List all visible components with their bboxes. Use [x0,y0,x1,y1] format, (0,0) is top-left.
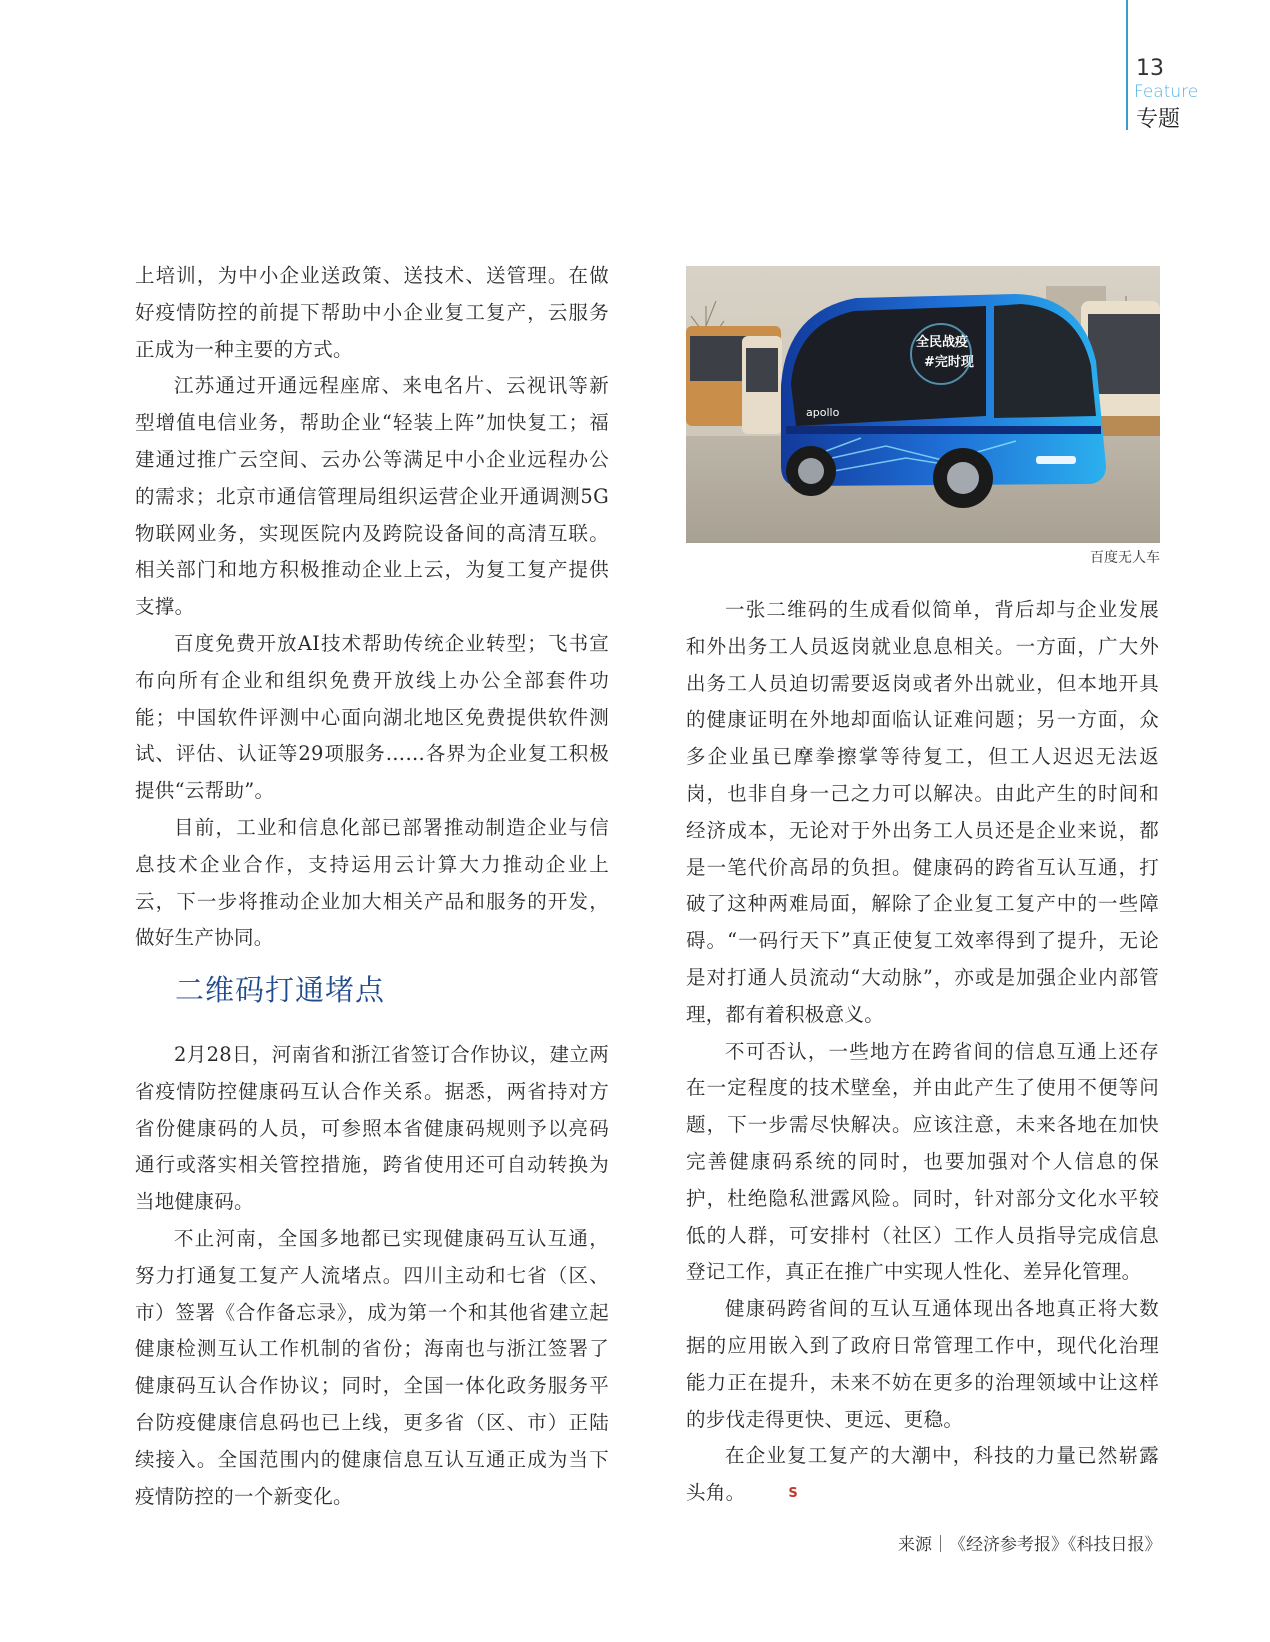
paragraph: 2月28日，河南省和浙江省签订合作协议，建立两省疫情防控健康码互认合作关系。据悉，两省持对方省份健康码的人员，可参照本省健康码规则予以亮码通行或落实相关管控措施，跨省使用还可自动转换为当地健康码。 [135,1043,609,1214]
svg-text:全民战疫: 全民战疫 [916,335,969,350]
paragraph: 目前，工业和信息化部已部署推动制造企业与信息技术企业合作，支持运用云计算大力推动企业上云，下一步将推动企业加大相关产品和服务的开发，做好生产协同。 [135,815,609,950]
section-label-cn: 专题 [1136,107,1181,132]
end-mark-icon: S [788,1485,799,1501]
paragraph: 不可否认，一些地方在跨省间的信息互通上还存在一定程度的技术壁垒，并由此产生了使用不便等问题，下一步需尽快解决。应该注意，未来各地在加快完善健康码系统的同时，也要加强对个人信息的保护，杜绝隐私泄露风险。同时，针对部分文化水平较低的人群，可安排村（社区）工作人员指导完成信息登记工作，真正在推广中实现人性化、差异化管理。 [686,1039,1159,1284]
header-divider [1126,0,1128,130]
autonomous-bus-photo [686,266,1160,543]
svg-text:apollo: apollo [806,406,840,419]
paragraph [686,1438,1159,1512]
page-number: 13 [1136,56,1164,81]
paragraph: 不止河南，全国多地都已实现健康码互认互通，努力打通复工复产人流堵点。四川主动和七省（区、市）签署《合作备忘录》，成为第一个和其他省建立起健康检测互认工作机制的省份；海南也与浙江签署了健康码互认合作协议；同时，全国一体化政务服务平台防疫健康信息码也已上线，更多省（区、市）正陆续接入。全国范围内的健康信息互认互通正成为当下疫情防控的一个新变化。 [135,1226,609,1508]
paragraph: 一张二维码的生成看似简单，背后却与企业发展和外出务工人员返岗就业息息相关。一方面，广大外出务工人员迫切需要返岗或者外出就业，但本地开具的健康证明在外地却面临认证难问题；另一方面，众多企业虽已摩拳擦掌等待复工，但工人迟迟无法返岗，也非自身一己之力可以解决。由此产生的时间和经济成本，无论对于外出务工人员还是企业来说，都是一笔代价高昂的负担。健康码的跨省互认互通，打破了这种两难局面，解除了企业复工复产中的一些障碍。“一码行天下”真正使复工效率得到了提升，无论是对打通人员流动“大动脉”，亦或是加强企业内部管理，都有着积极意义。 [686,598,1159,1026]
photo-caption: 百度无人车 [1090,550,1160,566]
paragraph: 江苏通过开通远程座席、来电名片、云视讯等新型增值电信业务，帮助企业“轻装上阵”加快复工；福建通过推广云空间、云办公等满足中小企业远程办公的需求；北京市通信管理局组织运营企业开通调测5G物联网业务，实现医院内及跨院设备间的高清互联。相关部门和地方积极推动企业上云，为复工复产提供支撑。 [135,374,609,619]
paragraph: 上培训，为中小企业送政策、送技术、送管理。在做好疫情防控的前提下帮助中小企业复工复产，云服务正成为一种主要的方式。 [135,264,609,361]
section-heading: 二维码打通堵点 [175,973,386,1007]
article-right-column [686,592,1159,1512]
svg-text:#完时现: #完时现 [924,355,974,370]
source-credit: 来源｜《经济参考报》《科技日报》 [898,1535,1162,1555]
paragraph: 健康码跨省间的互认互通体现出各地真正将大数据的应用嵌入到了政府日常管理工作中，现代化治理能力正在提升，未来不妨在更多的治理领域中让这样的步伐走得更快、更远、更稳。 [686,1297,1159,1431]
article-left-column-2 [135,1037,609,1515]
paragraph: 百度免费开放AI技术帮助传统企业转型；飞书宣布向所有企业和组织免费开放线上办公全部套件功能；中国软件评测中心面向湖北地区免费提供软件测试、评估、认证等29项服务……各界为企业复工积极提供“云帮助”。 [135,631,609,803]
article-left-column [135,258,609,957]
section-label-en: Feature [1134,82,1199,102]
closing-text: 在企业复工复产的大潮中，科技的力量已然崭露头角。 [686,1444,1159,1505]
